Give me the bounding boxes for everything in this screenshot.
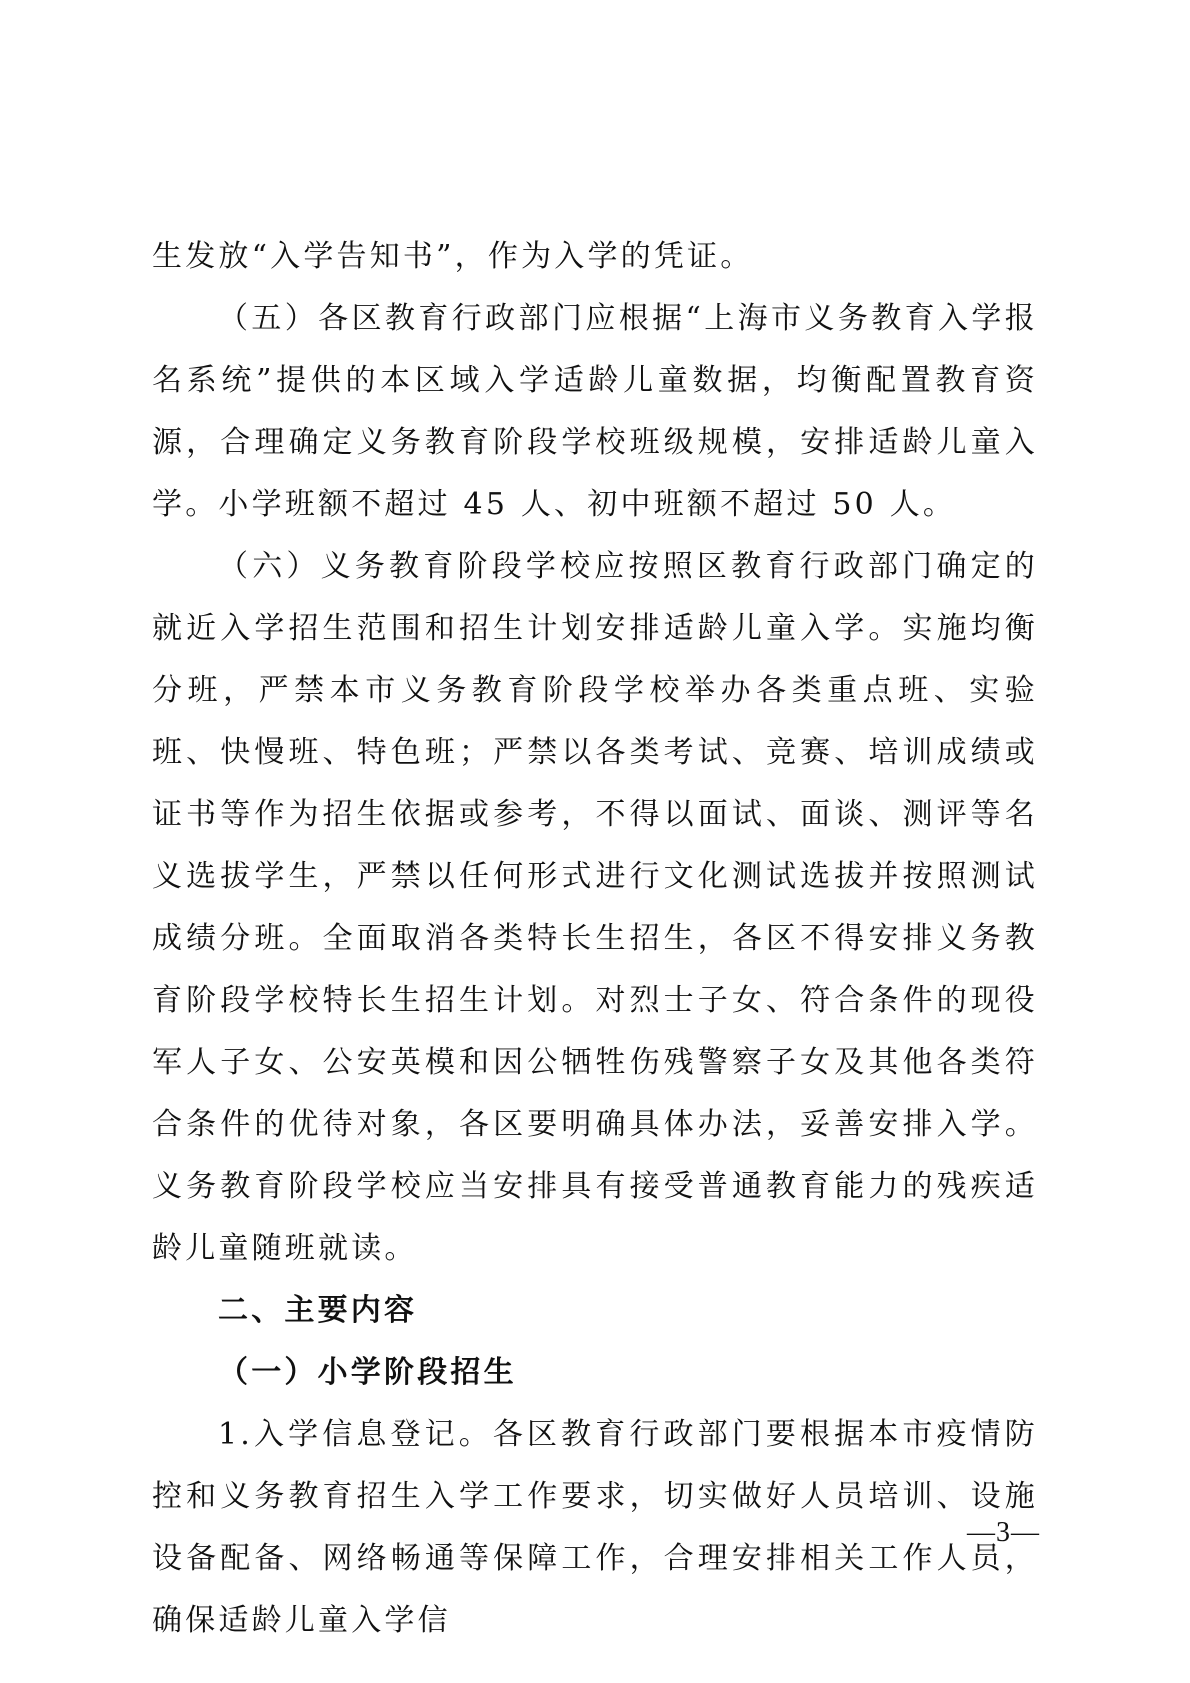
paragraph-continuation: 生发放“入学告知书”，作为入学的凭证。 (152, 239, 754, 274)
subsection-heading: （一）小学阶段招生 (218, 1355, 517, 1390)
paragraph-item-5: （五）各区教育行政部门应根据“上海市义务教育入学报名系统”提供的本区域入学适龄儿童数据，均衡配置教育资源，合理确定义务教育阶段学校班级规模，安排适龄儿童入学。小学班额不超过 45 人、初中班额不超过 50 人。 (152, 301, 1038, 522)
paragraph-entry-registration: 1.入学信息登记。各区教育行政部门要根据本市疫情防控和义务教育招生入学工作要求，切实做好人员培训、设施设备配备、网络畅通等保障工作，合理安排相关工作人员，确保适龄儿童入学信 (152, 1417, 1038, 1638)
page-number: —3— (967, 1517, 1040, 1548)
paragraph-item-6: （六）义务教育阶段学校应按照区教育行政部门确定的就近入学招生范围和招生计划安排适龄儿童入学。实施均衡分班，严禁本市义务教育阶段学校举办各类重点班、实验班、快慢班、特色班；严禁以各类考试、竞赛、培训成绩或证书等作为招生依据或参考，不得以面试、面谈、测评等名义选拔学生，严禁以任何形式进行文化测试选拔并按照测试成绩分班。全面取消各类特长生招生，各区不得安排义务教育阶段学校特长生招生计划。对烈士子女、符合条件的现役军人子女、公安英模和因公牺牲伤残警察子女及其他各类符合条件的优待对象，各区要明确具体办法，妥善安排入学。义务教育阶段学校应当安排具有接受普通教育能力的残疾适龄儿童随班就读。 (152, 549, 1038, 1266)
section-heading: 二、主要内容 (218, 1293, 418, 1328)
document-body (152, 226, 1038, 1652)
